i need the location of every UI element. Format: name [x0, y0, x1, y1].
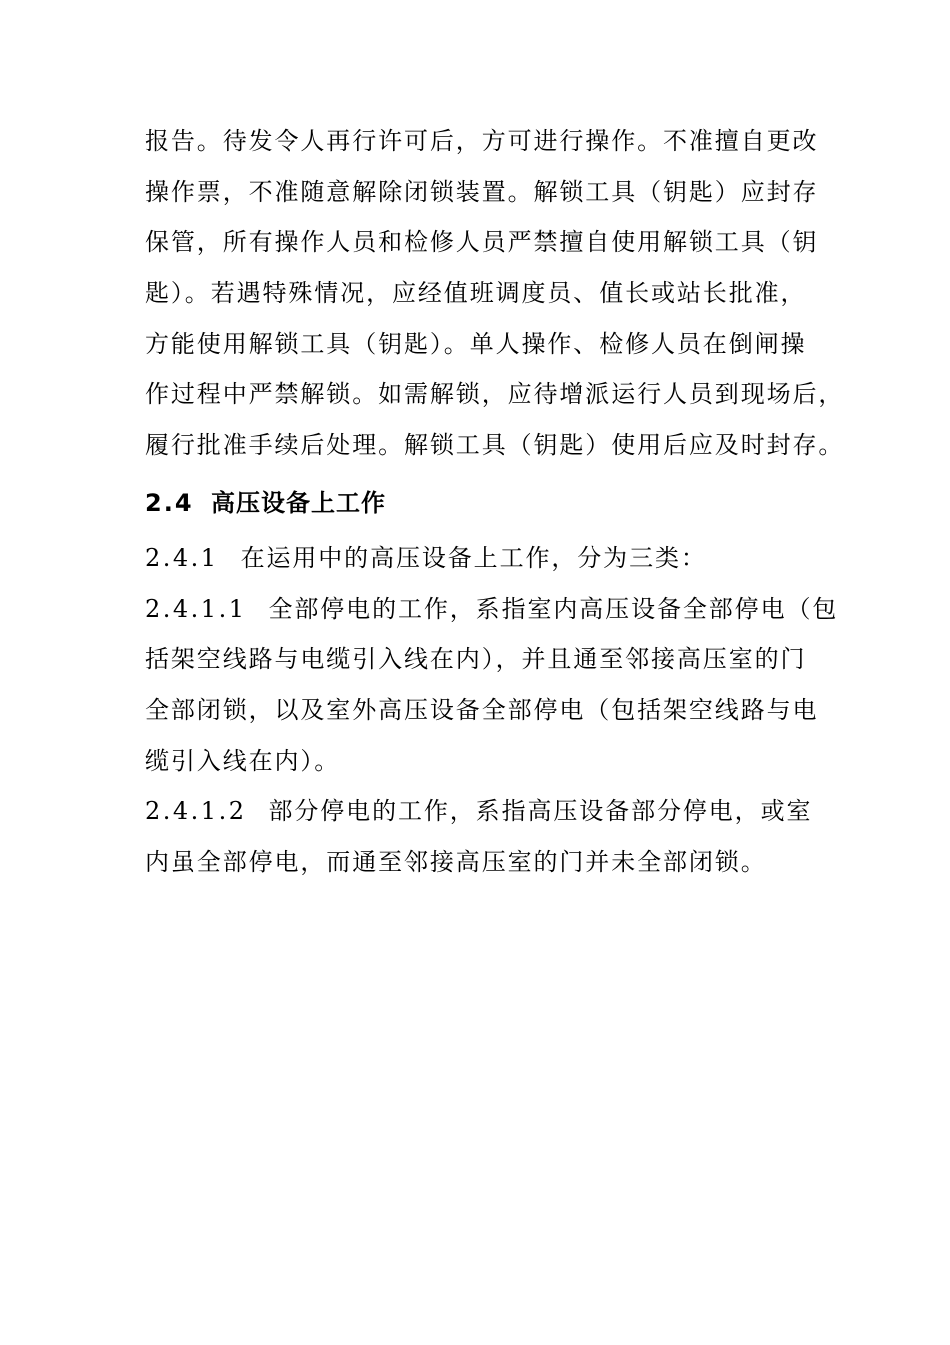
- clause-2-4-1: [145, 535, 805, 586]
- section-number: 2.4: [145, 488, 194, 517]
- clause-number: 2.4.1.1: [145, 594, 247, 623]
- clause-line: 全部闭锁，以及室外高压设备全部停电（包括架空线路与电: [145, 695, 819, 724]
- clause-2-4-1-1-first-line: [145, 586, 839, 637]
- clause-line: 括架空线路与电缆引入线在内），并且通至邻接高压室的门: [145, 645, 807, 674]
- clause-line: 内虽全部停电，而通至邻接高压室的门并未全部闭锁。: [145, 847, 767, 876]
- section-heading: [145, 473, 805, 535]
- clause-number: 2.4.1.2: [145, 797, 247, 826]
- document-body: [145, 118, 845, 890]
- section-title: 高压设备上工作: [211, 488, 386, 517]
- clause-number: 2.4.1: [145, 543, 219, 572]
- paragraph-line: 方能使用解锁工具（钥匙）。单人操作、检修人员在倒闸操: [145, 329, 807, 358]
- paragraph-line: 履行批准手续后处理。解锁工具（钥匙）使用后应及时封存。: [145, 431, 845, 460]
- clause-line: 缆引入线在内）。: [145, 746, 341, 775]
- clause-text: 部分停电的工作，系指高压设备部分停电，或室: [268, 797, 813, 826]
- paragraph-line: 作过程中严禁解锁。如需解锁，应待增派运行人员到现场后，: [145, 380, 845, 409]
- clause-text: 全部停电的工作，系指室内高压设备全部停电（包: [268, 594, 839, 623]
- paragraph-line: 操作票，不准随意解除闭锁装置。解锁工具（钥匙）应封存: [145, 177, 819, 206]
- paragraph-line: 匙）。若遇特殊情况，应经值班调度员、值长或站长批准，: [145, 279, 807, 308]
- paragraph-line: 保管，所有操作人员和检修人员严禁擅自使用解锁工具（钥: [145, 228, 819, 257]
- clause-2-4-1-2-first-line: [145, 788, 813, 839]
- paragraph-line: 报告。待发令人再行许可后，方可进行操作。不准擅自更改: [145, 127, 819, 155]
- clause-text: 在运用中的高压设备上工作，分为三类：: [240, 543, 707, 572]
